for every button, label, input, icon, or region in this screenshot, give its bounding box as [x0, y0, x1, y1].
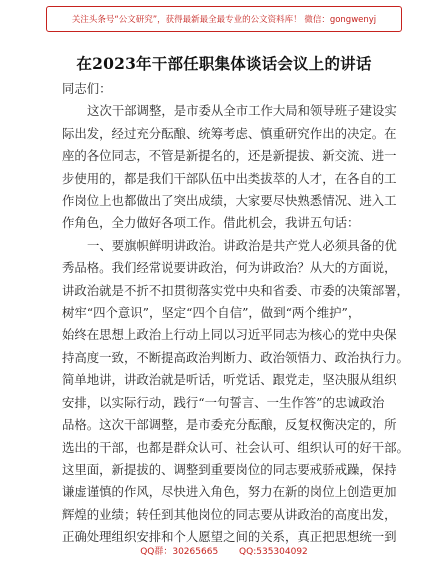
body-line: 选出的干部，也都是群众认可、社会认可、组织认可的好干部。 — [62, 439, 409, 455]
body-line: 正确处理组织安排和个人愿望之间的关系，真正把思想统一到 — [62, 529, 397, 545]
body-line: 作岗位上也都做出了突出成绩，大家要尽快熟悉情况、进入工 — [62, 193, 397, 209]
body-line: 际出发，经过充分酝酿、统筹考虑、慎重研究作出的决定。在 — [62, 125, 397, 141]
body-line: 一、要旗帜鲜明讲政治。讲政治是共产党人必须具备的优 — [87, 237, 397, 253]
greeting: 同志们： — [62, 81, 112, 96]
promo-banner — [46, 6, 402, 32]
body-line: 座的各位同志，不管是新提名的，还是新提拔、新交流、进一 — [62, 148, 397, 164]
body-line: 这里面，新提拔的、调整到重要岗位的同志要戒骄戒躁，保持 — [62, 461, 397, 477]
body-line: 持高度一致，不断提高政治判断力、政治领悟力、政治执行力。 — [62, 349, 409, 365]
body-line: 谦虚谨慎的作风，尽快进入角色，努力在新的岗位上创造更加 — [62, 484, 397, 500]
body-line: 始终在思想上政治上行动上同以习近平同志为核心的党中央保 — [62, 327, 397, 343]
body-line: 安排，以实际行动，践行“一句誓言、一生作答”的忠诚政治 — [62, 394, 385, 410]
body-line: 简单地讲，讲政治就是听话，听党话、跟党走，坚决服从组织 — [62, 372, 397, 388]
body-line: 树牢“四个意识”，坚定“四个自信”，做到“两个维护”， — [62, 305, 361, 321]
promo-banner-text: 关注头条号“公文研究”，获得最新最全最专业的公文资料库！ 微信：gongwenyj — [71, 15, 377, 25]
page-footer — [0, 544, 448, 557]
document-body — [62, 78, 409, 549]
body-line: 品格。这次干部调整，是市委充分酝酿，反复权衡决定的，所 — [62, 417, 397, 433]
body-line: 这次干部调整，是市委从全市工作大局和领导班子建设实 — [87, 103, 397, 119]
body-line: 作角色，全力做好各项工作。借此机会，我讲五句话： — [62, 215, 360, 231]
qq-number: QQ:535304092 — [239, 547, 308, 557]
body-line: 辉煌的业绩；转任到其他岗位的同志要从讲政治的高度出发， — [62, 506, 397, 522]
body-line: 秀品格。我们经常说要讲政治，何为讲政治？从大的方面说， — [62, 260, 397, 276]
document-title: 在2023年干部任职集体谈话会议上的讲话 — [76, 54, 372, 73]
body-line: 步使用的，都是我们干部队伍中出类拔萃的人才，在各自的工 — [62, 170, 397, 186]
body-line: 讲政治就是不折不扣贯彻落实党中央和省委、市委的决策部署， — [62, 282, 409, 298]
qq-group-number: QQ群：30265665 — [140, 547, 219, 557]
